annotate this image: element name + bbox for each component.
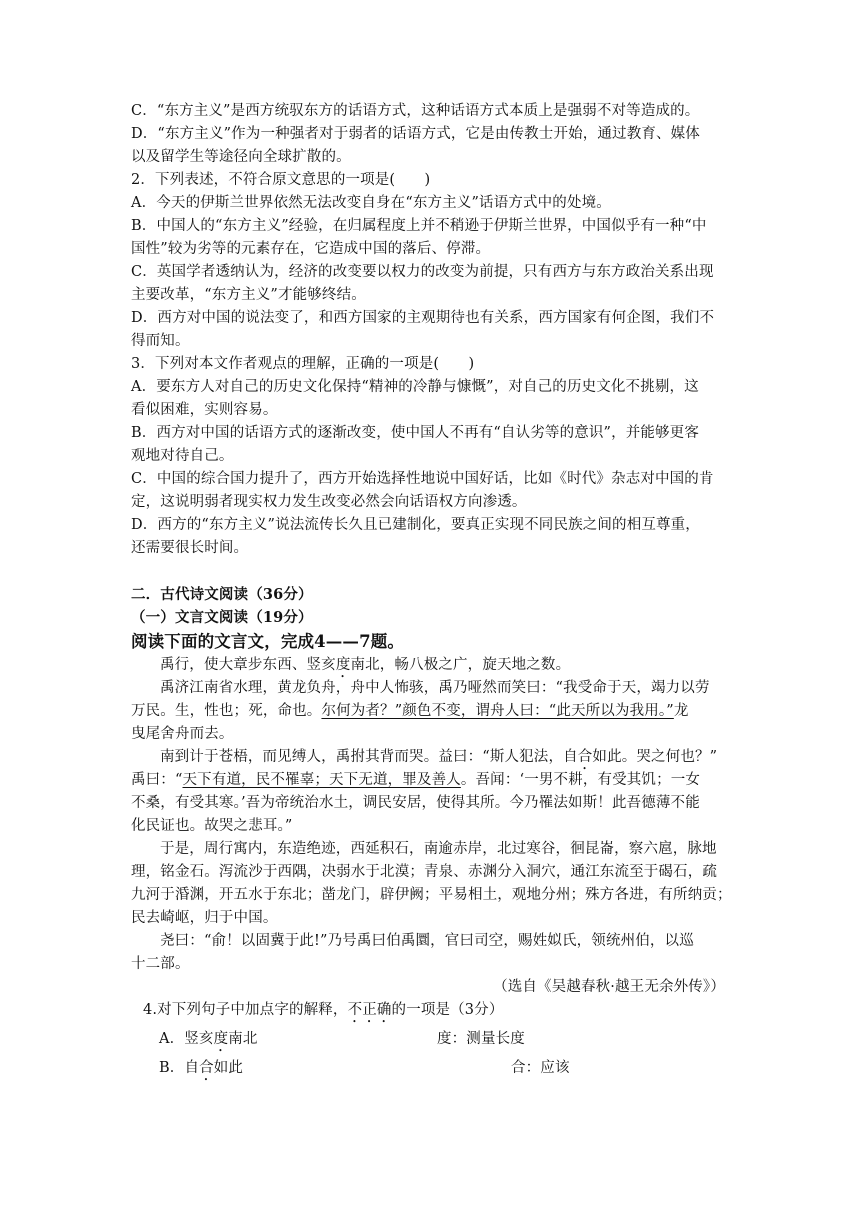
text-span: 如此 (213, 1060, 244, 1076)
text-span: 南北，畅八极之广，旋天地之数。 (350, 657, 571, 673)
option-a (131, 1028, 731, 1051)
reading-instruction: 阅读下面的文言文，完成4——7题。 (131, 632, 405, 651)
passage-line (131, 700, 731, 723)
text-span: B．自 (159, 1060, 200, 1076)
text-line: A．今天的伊斯兰世界依然无法改变自身在“东方主义”话语方式中的处境。 (131, 195, 611, 211)
passage-line: 于是，周行寓内，东造绝迹，西延积石，南逾赤岸，北过寒谷，徊昆崙，察六扈，脉地 (160, 841, 717, 857)
passage-line: 化民证也。故哭之悲耳。” (131, 818, 293, 834)
underlined-sentence: 尔何为者？”颜色不变，谓舟人曰：“此天所以为我用。” (321, 703, 674, 719)
text-line: 观地对待自己。 (131, 448, 234, 464)
passage-line: 民去崎岖，归于中国。 (131, 910, 278, 926)
section-heading: 二．古代诗文阅读（36分） (131, 586, 313, 603)
spacer (131, 560, 731, 583)
classical-passage (131, 654, 731, 999)
text-line: 主要改革，“东方主义”才能够终结。 (131, 287, 366, 303)
text-line: D．“东方主义”作为一种强者对于弱者的话语方式，它是由传教士开始，通过教育、媒体 (131, 126, 700, 142)
dotted-char: 度 (213, 1031, 229, 1047)
text-line: 以及留学生等途径向全球扩散的。 (131, 149, 351, 165)
passage-line (131, 746, 731, 769)
text-line: B．中国人的“东方主义”经验，在归属程度上并不稍逊于伊斯兰世界，中国似乎有一种“中 (131, 218, 707, 234)
text-span: 。吾闻：‘一男不耕，有受其饥；一女 (460, 772, 701, 788)
text-span: 万民。生，性也；死，命也。 (131, 703, 322, 719)
passage-line (131, 769, 731, 792)
passage-line: 尧曰：“俞！以固冀于此!”乃号禹曰伯禹圜，官曰司空，赐姓姒氏，领统州伯，以巡 (160, 933, 694, 949)
passage-line: 曳尾舍舟而去。 (131, 726, 234, 742)
option-explanation: 合：应该 (511, 1060, 570, 1076)
text-line: 国性”较为劣等的元素存在，它造成中国的落后、停滞。 (131, 241, 491, 257)
option-b (131, 1057, 731, 1080)
question-2: 2．下列表述，不符合原文意思的一项是( ) (131, 172, 431, 188)
option-explanation: 度：测量长度 (437, 1031, 525, 1047)
passage-paragraph-1 (131, 654, 731, 677)
text-line: C．中国的综合国力提升了，西方开始选择性地说中国好话，比如《时代》杂志对中国的肯 (131, 471, 714, 487)
passage-line: 理，铭金石。泻流沙于西隅，决弱水于北漠；青泉、赤渊分入洞穴，通江东流至于碣石，疏 (131, 864, 717, 880)
dotted-text: 不正确 (347, 1002, 392, 1018)
text-span: A．竖亥 (159, 1031, 214, 1047)
text-span: 禹行，使大章步东西、竖亥 (160, 657, 336, 673)
passage-line: 九河于涽渊，开五水于东北；凿龙门，辟伊阙；平易相土，观地分州；殊方各进，有所纳贡； (131, 887, 732, 903)
underlined-sentence: 天下有道，民不罹辜；天下无道，罪及善人 (182, 772, 461, 788)
question-3: 3．下列对本文作者观点的理解，正确的一项是( ) (131, 356, 475, 372)
document-page (131, 100, 731, 1080)
text-line: 定，这说明弱者现实权力发生改变必然会向话语权方向渗透。 (131, 494, 527, 510)
text-span: 南到计于苍梧，而见缚人，禹拊其背而哭。益曰：“斯人犯法，自 (160, 749, 578, 765)
text-span: 如此。哭之何也？” (592, 749, 718, 765)
passage-line: 十二部。 (131, 956, 190, 972)
text-span: 的一项是（3分） (391, 1002, 504, 1018)
text-line: C．“东方主义”是西方统驭东方的话语方式，这种话语方式本质上是强弱不对等造成的。 (131, 103, 700, 119)
text-line: 还需要很长时间。 (131, 540, 249, 556)
text-span: 禹曰：“ (131, 772, 183, 788)
text-line: C．英国学者透纳认为，经济的改变要以权力的改变为前提，只有西方与东方政治关系出现 (131, 264, 714, 280)
text-span: 龙 (673, 703, 689, 719)
section1-options (131, 100, 731, 560)
text-line: A．要东方人对自己的历史文化保持“精神的冷静与慷慨”，对自己的历史文化不挑剔，这 (131, 379, 699, 395)
question-4 (131, 999, 731, 1022)
text-span: 南北 (228, 1031, 258, 1047)
text-line: D．西方的“东方主义”说法流传长久且已建制化，要真正实现不同民族之间的相互尊重， (131, 517, 700, 533)
dotted-char: 度 (335, 657, 351, 673)
passage-line: 禹济江南省水理，黄龙负舟，舟中人怖骇，禹乃哑然而笑曰：“我受命于天，竭力以劳 (160, 680, 710, 696)
passage-line: 不桑，有受其寒。’吾为帝统治水土，调民安居，使得其所。今乃罹法如斯！此吾德薄不能 (131, 795, 700, 811)
dotted-char: 合 (577, 749, 593, 765)
text-line: 得而知。 (131, 333, 190, 349)
text-line: B．西方对中国的话语方式的逐渐改变，使中国人不再有“自认劣等的意识”，并能够更客 (131, 425, 699, 441)
text-line: 看似困难，实则容易。 (131, 402, 278, 418)
text-span: 4.对下列句子中加点字的解释， (143, 1002, 348, 1018)
source-citation: （选自《吴越春秋·越王无余外传》） (493, 979, 725, 995)
text-line: D．西方对中国的说法变了，和西方国家的主观期待也有关系，西方国家有何企图，我们不 (131, 310, 715, 326)
section-subheading: （一）文言文阅读（19分） (131, 609, 313, 626)
dotted-char: 合 (199, 1060, 214, 1076)
